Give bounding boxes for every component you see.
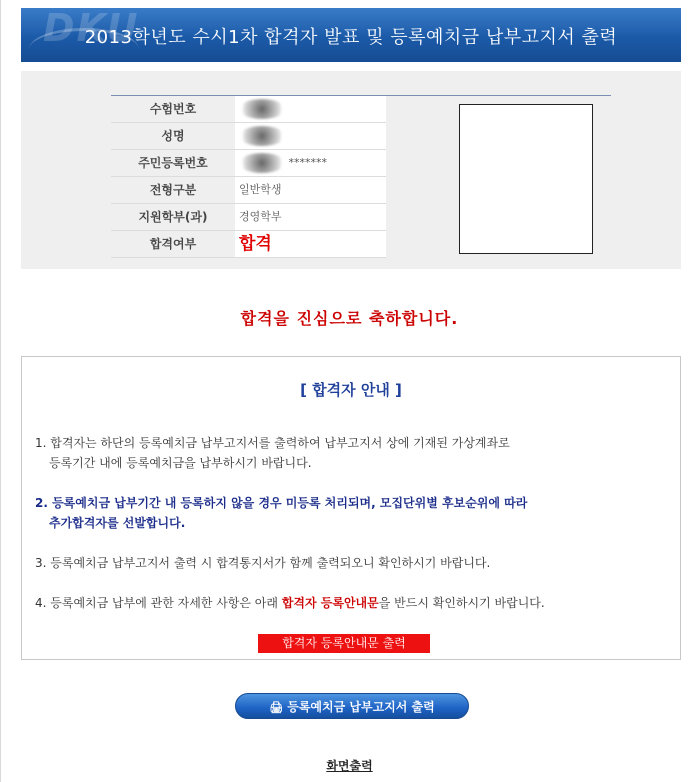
row-resident-number	[111, 150, 386, 177]
notice-item-4-highlight: 합격자 등록안내문	[281, 596, 379, 610]
applicant-info-table	[111, 96, 386, 258]
notice-item-4-suffix: 을 반드시 확인하시기 바랍니다.	[378, 596, 545, 610]
row-exam-number	[111, 96, 386, 123]
label-resident-number: 주민등록번호	[111, 150, 235, 176]
redacted-mosaic	[239, 126, 285, 146]
row-admission-type	[111, 177, 386, 204]
label-department: 지원학부(과)	[111, 204, 235, 230]
notice-item-1	[35, 433, 510, 473]
value-name	[235, 123, 386, 149]
notice-item-2-line1: 2. 등록예치금 납부기간 내 등록하지 않을 경우 미등록 처리되며, 모집단위별 후보순위에 따라	[35, 496, 528, 510]
label-admission-type: 전형구분	[111, 177, 235, 203]
value-department: 경영학부	[235, 204, 386, 230]
value-result	[235, 231, 386, 257]
notice-item-4	[35, 593, 545, 613]
notice-item-2-line2: 추가합격자를 선발합니다.	[49, 516, 186, 530]
label-exam-number: 수험번호	[111, 96, 235, 122]
admission-notice-box	[21, 356, 681, 660]
pay-button-label: 등록예치금 납부고지서 출력	[287, 700, 435, 714]
notice-item-1-line2: 등록기간 내에 등록예치금을 납부하시기 바랍니다.	[49, 456, 312, 470]
row-result	[111, 231, 386, 258]
notice-item-4-prefix: 4. 등록예치금 납부에 관한 자세한 사항은 아래	[35, 596, 282, 610]
label-result: 합격여부	[111, 231, 235, 257]
notice-item-3-line1: 3. 등록예치금 납부고지서 출력 시 합격통지서가 함께 출력되오니 확인하시기 바랍니다.	[35, 556, 491, 570]
row-name	[111, 123, 386, 150]
print-screen-link[interactable]: 화면출력	[326, 759, 373, 773]
row-department	[111, 204, 386, 231]
value-admission-type: 일반학생	[235, 177, 386, 203]
notice-item-1-line1: 1. 합격자는 하단의 등록예치금 납부고지서를 출력하여 납부고지서 상에 기재된 가상계좌로	[35, 436, 510, 450]
congratulations-message: 합격을 진심으로 축하합니다.	[240, 309, 459, 328]
notice-title: [ 합격자 안내 ]	[300, 381, 402, 399]
redacted-mosaic	[239, 99, 285, 119]
dku-logo: DKU	[43, 8, 140, 50]
applicant-info-panel	[21, 71, 681, 269]
page-left-border	[0, 0, 1, 782]
printer-icon: 🖨	[269, 701, 284, 714]
applicant-photo-frame	[459, 104, 593, 254]
value-resident-number	[235, 150, 386, 176]
page-title: 2013학년도 수시1차 합격자 발표 및 등록예치금 납부고지서 출력	[84, 27, 618, 48]
label-name: 성명	[111, 123, 235, 149]
redacted-mosaic	[239, 153, 285, 173]
resident-number-mask: *******	[288, 156, 327, 169]
header-banner	[21, 8, 681, 62]
result-status: 합격	[239, 234, 272, 254]
value-exam-number	[235, 96, 386, 122]
notice-item-2	[35, 493, 527, 533]
print-registration-guide-button[interactable]: 합격자 등록안내문 출력	[258, 634, 430, 653]
notice-item-3	[35, 553, 490, 573]
print-payment-notice-button[interactable]	[235, 693, 469, 719]
